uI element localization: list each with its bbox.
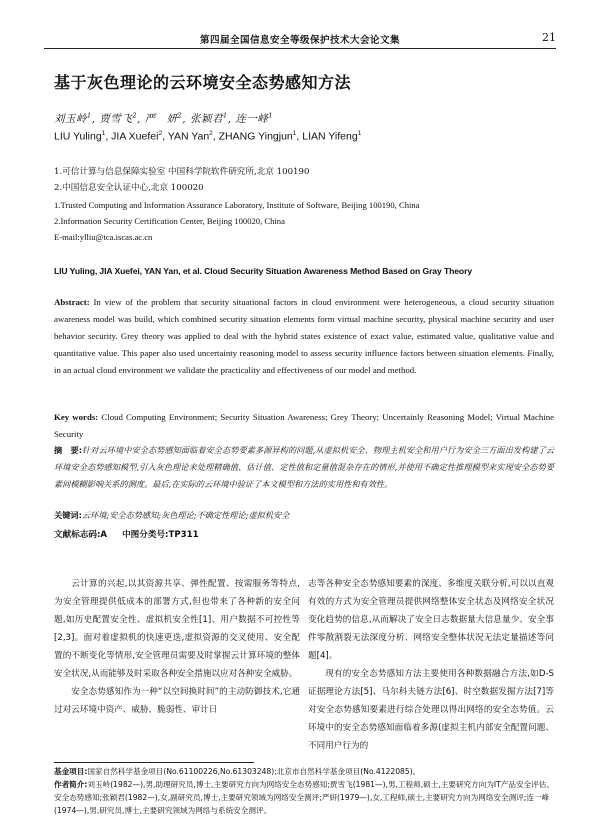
funding-text: 国家自然科学基金项目(No.61100226,No.61303248);北京市自然科学基金项目(No.4122085)。 (87, 767, 421, 776)
affiliation-cn-1: 1.可信计算与信息保障实验室 中国科学院软件研究所,北京 100190 (54, 167, 310, 177)
class-number: 中图分类号:TP311 (122, 530, 199, 540)
body-paragraph: 云计算的兴起,以其资源共享、弹性配置、按需服务等特点,为安全管理提供低成本的部署方式,但也带来了各种新的安全问题,如历史配置安全性、虚拟机安全性[1]、用户数据不可控性等[2,3]。面对着虚拟机的快速更迭,虚拟资源的交叉使用、安全配置的不断变化等情形,安全管理员需要及时掌握云计算环境的整体安全状况,从而能够及时采取各种安全措施以应对各种安全威胁。 (54, 579, 300, 679)
bio-text: 刘玉岭(1982—),男,助理研究员,博士,主要研究方向为网络安全态势感知;贾雪飞(1981—),男,工程师,硕士,主要研究方向为IT产品安全评估、安全态势感知;张颖君(1982—),女,副研究员,博士,主要研究领域为网络安全测评;严妍(1979—),女,工程师,硕士,主要研究方向为网络安全测评;连一峰(1974—),男,研究员,博士,主要研究领域为网络与系统安全测评。 (54, 780, 554, 815)
affiliation-en-2: 2.Information Security Certification Center, Beijing 100020, China (54, 216, 285, 226)
body-paragraph: 安全态势感知作为一种“以空间换时间”的主动防御技术,它通过对云环境中资产、威胁、脆弱性、审计日 (54, 687, 300, 715)
author-sup: 2 (132, 111, 137, 120)
proceedings-title: 第四届全国信息安全等级保护技术大会论文集 (199, 35, 400, 46)
author-sup: 2 (158, 130, 163, 137)
body-column-right (308, 575, 554, 755)
abstract-en (54, 294, 554, 379)
footnote-bio (54, 778, 554, 817)
author-en: YAN Yan (167, 130, 210, 143)
author-en: ZHANG Yingjun (218, 130, 293, 143)
body-paragraph: 志等各种安全态势感知要素的深度、多维度关联分析,可以以直观有效的方式为安全管理员提供网络整体安全状态及网络安全状况变化趋势的信息,从而解决了安全日志数据量大信息量少、安全事件零散割裂无法深度分析、网络安全整体状况无法定量描述等问题[4]。 (308, 579, 554, 661)
abstract-label: Abstract: (54, 297, 90, 307)
author-en: LIAN Yifeng (302, 130, 358, 143)
keywords-en (54, 409, 554, 443)
affiliation-en-1: 1.Trusted Computing and Information Assurance Laboratory, Institute of Software, Beijing 100190, China (54, 200, 420, 210)
keywords-text: Cloud Computing Environment; Security Situation Awareness; Grey Theory; Uncertainly Reasoning Model; Virtual Machine Security (54, 412, 555, 439)
author-sup: 2 (209, 130, 213, 137)
author-en: LIU Yuling (54, 130, 102, 143)
funding-label: 基金项目: (54, 767, 88, 776)
author-cn: 贾雪飞 (99, 113, 133, 125)
authors-cn: 刘玉岭$^1$, 贾雪飞$^2$, 严 妍$^2$, 张颖君$^1$, 连一峰$^1$ (54, 111, 273, 125)
body-paragraph: 现有的安全态势感知方法主要使用各种数据融合方法,如D-S证据理论方法[5]、马尔科夫链方法[6]、时空数据发掘方法[7]等对安全态势感知要素进行综合处理以得出网络的安全态势值。云环境中的安全态势感知面临着多源(虚拟主机内部安全配置问题、不同用户行为的 (308, 669, 554, 751)
bio-label: 作者简介: (54, 780, 88, 789)
author-sup: 1 (222, 111, 228, 120)
author-sup: 1 (87, 111, 92, 120)
author-sup: 2 (177, 111, 183, 120)
keywords-cn (54, 510, 554, 521)
running-header (44, 28, 556, 50)
abstract-cn (54, 442, 554, 493)
keywords-cn-text: 云环境;安全态势感知;灰色理论;不确定性理论;虚拟机安全 (81, 510, 290, 520)
author-sup: 1 (268, 111, 273, 120)
author-en: JIA Xuefei (111, 130, 159, 143)
abstract-cn-label: 摘 要: (54, 445, 82, 455)
page-number: 21 (542, 31, 556, 44)
paper-title: 基于灰色理论的云环境安全态势感知方法 (54, 73, 352, 92)
authors-en: LIU Yuling$^1$, JIA Xuefei$^2$, YAN Yan$^2$, ZHANG Yingjun$^1$, LIAN Yifeng$^1$ (54, 130, 362, 143)
footnote-rule (54, 762, 254, 763)
contact-email: E-mail:ylliu@tca.iscas.ac.cn (54, 232, 153, 242)
classification-line (54, 528, 211, 540)
keywords-cn-label: 关键词: (54, 510, 82, 520)
author-cn: 张颖君 (189, 113, 223, 125)
author-sup: 1 (101, 130, 106, 137)
keywords-label: Key words: (54, 412, 99, 422)
author-cn: 刘玉岭 (54, 113, 87, 125)
abstract-cn-text: 针对云环境中安全态势感知面临着安全态势要素多源异构的问题,从虚拟机安全、物理主机安全和用户行为安全三方面出发构建了云环境安全态势感知模型,引入灰色理论来处理精确值、估计值、定性值和定量值混杂存在的情形,并使用不确定性推理模型来实现安全态势要素间模糊影响关系的测度。最后,在实际的云环境中验证了本文模型和方法的实用性和有效性。 (54, 445, 554, 489)
body-column-left (54, 575, 300, 719)
author-cn: 严 妍 (144, 113, 178, 125)
affiliation-cn-2: 2.中国信息安全认证中心,北京 100020 (54, 183, 204, 193)
abstract-text: In view of the problem that security situational factors in cloud environment were heterogeneous, a cloud security situation awareness model was build, which combined security situation elements form virtual machine security, physical machine security and user behavior security. Grey theory was applied to deal with the hybrid states existence of exact value, estimated value, qualitative value and quantitative value. This paper also used uncertainty reasoning model to assess security influence factors between situation elements. Finally, in an actual cloud environment we validate the practicality and effectiveness of our model and method. (54, 297, 554, 375)
citation-line: LIU Yuling, JIA Xuefei, YAN Yan, et al. Cloud Security Situation Awareness Method Based on Gray Theory (54, 266, 473, 276)
author-sup: 1 (357, 130, 362, 137)
footnote-funding (54, 765, 554, 778)
document-code: 文献标志码:A (54, 530, 108, 540)
author-cn: 连一峰 (235, 113, 269, 125)
header-rule (44, 48, 556, 49)
author-sup: 1 (292, 130, 297, 137)
